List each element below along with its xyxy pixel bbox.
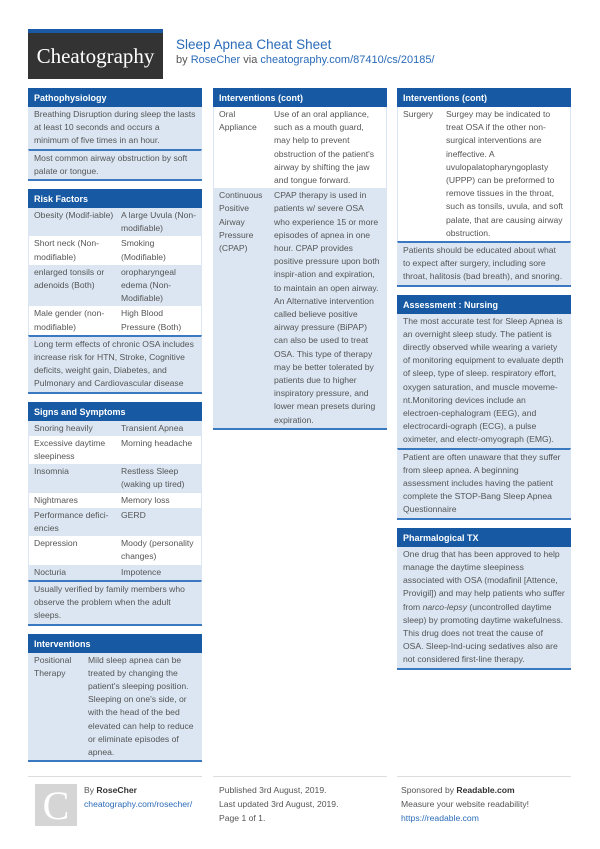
emphasis-text: narco-lepsy (422, 601, 467, 612)
section-header: Signs and Symptoms (28, 402, 202, 421)
section-risk-factors (28, 189, 202, 394)
sheet-url-link[interactable]: cheatography.com/87410/cs/20185/ (260, 54, 435, 66)
sponsor-link[interactable]: https://readable.com (401, 813, 479, 823)
table-row (28, 236, 202, 264)
row-value: oropharyngeal edema (Non-Modifiable) (121, 266, 176, 304)
footer (0, 776, 600, 836)
section-pharmalogical-tx (397, 528, 571, 670)
row-label: Obesity (Modif-iable) (34, 210, 114, 221)
row-label: enlarged tonsils or adenoids (Both) (34, 266, 105, 291)
table-row (28, 536, 202, 564)
row-value: CPAP therapy is used in patients w/ severe OSA who experience 15 or more episodes of apnea in one hour. CPAP provides positive pressure upon both inspir-ation and expiration, to maintain an open airway. An Alternative intervention called believe positive airway pressure (BiPAP) can also be used to treat OSA. This type of therapy may be better tolerated by patients due to higher inspiratory pressure, and lower mean presets during expiration. (274, 190, 380, 425)
table-row (28, 421, 202, 436)
published-date: Published 3rd August, 2019. (219, 785, 327, 795)
row-label: Depression (34, 538, 78, 549)
table-row (28, 493, 202, 508)
cheatography-logo[interactable]: Cheatography (28, 29, 163, 79)
section-assessment-nursing (397, 295, 571, 520)
column-1 (28, 88, 202, 770)
section-pathophysiology (28, 88, 202, 181)
sponsored-label: Sponsored by (401, 785, 455, 795)
row-label: Snoring heavily (34, 422, 93, 433)
row-value: Impotence (121, 566, 162, 577)
section-header: Pharmalogical TX (397, 528, 571, 547)
row-value: Smoking (Modifiable) (121, 238, 166, 262)
column-2 (213, 88, 387, 438)
section-interventions-cont (213, 88, 387, 430)
row-label: Surgery (403, 109, 434, 119)
byline (176, 54, 435, 66)
table-row (213, 188, 387, 428)
table-row (397, 107, 571, 241)
section-interventions (28, 634, 202, 763)
section-header: Risk Factors (28, 189, 202, 208)
author-profile-link[interactable]: cheatography.com/rosecher/ (84, 799, 193, 809)
table-row (28, 208, 202, 236)
row-value: GERD (121, 509, 146, 520)
text-block: Patient are often unaware that they suffer from sleep apnea. A beginning assessment includes having the patient complete the STOP-Bang Sleep Apnea Questionnaire (397, 448, 571, 518)
column-3 (397, 88, 571, 678)
text-block: Breathing Disruption during sleep the lasts at least 10 seconds and occurs a minimum of five times in an hour. (28, 107, 202, 149)
author-avatar[interactable]: C (35, 784, 77, 826)
row-label: Male gender (non-modifiable) (34, 308, 105, 332)
row-label: Positional Therapy (34, 654, 72, 678)
row-label: Performance defici-encies (34, 509, 109, 534)
footer-author (28, 776, 202, 811)
text-block: Most common airway obstruction by soft palate or tongue. (28, 149, 202, 179)
author-link[interactable]: RoseCher (190, 54, 241, 66)
text-block: The most accurate test for Sleep Apnea is an overnight sleep study. The patient is directly observed while wearing a variety of monitoring equipment to evaluate depth of sleep, type of sleep. respiratory effort, oxygen saturation, and muscle moveme-nt.Monitoring devices include an electroen-cephalogram (EEG), and electrocardi-ograph (ECG), a pulse oximeter, and electr-omyograph (EMG). (397, 314, 571, 448)
table-row (28, 436, 202, 464)
row-value: Use of an oral appliance, such as a mouth guard, may help to prevent obstruction of the patient's airway by shifting the jaw and tongue forward. (274, 109, 375, 186)
table-row (28, 508, 202, 536)
row-label: Nocturia (34, 566, 66, 577)
row-value: High Blood Pressure (Both) (121, 308, 182, 332)
via-label: via (243, 54, 258, 66)
sponsor-tagline: Measure your website readability! (401, 799, 530, 809)
text-block: Long term effects of chronic OSA includes increase risk for HTN, Stroke, Cognitive deficits, weight gain, Diabetes, and Pulmonary and Cardiovascular disease (28, 335, 202, 392)
footer-dates (213, 776, 387, 825)
row-label: Short neck (Non-modifiable) (34, 238, 99, 262)
row-value: Transient Apnea (121, 422, 184, 433)
row-label: Nightmares (34, 494, 78, 505)
section-header: Assessment : Nursing (397, 295, 571, 314)
row-value: Mild sleep apnea can be treated by changing the patient's sleeping position. Sleeping on one's side, or with the head of the bed elevated can help to reduce or eliminate episodes of apnea. (88, 654, 194, 757)
footer-author-name: RoseCher (96, 785, 138, 795)
table-row (28, 565, 202, 580)
section-signs-and-symptoms (28, 402, 202, 626)
row-label: Excessive daytime sleepiness (34, 437, 106, 462)
footer-by: By (84, 785, 95, 795)
table-row (28, 464, 202, 492)
table-row (28, 306, 202, 334)
sponsor-name: Readable.com (456, 785, 515, 795)
text-block: Patients should be educated about what to expect after surgery, including sore throat, halitosis (bad breath), and snoring. (397, 241, 571, 285)
footer-sponsor (397, 776, 571, 825)
table-row (28, 265, 202, 307)
row-label: Insomnia (34, 466, 69, 477)
section-header: Interventions (cont) (213, 88, 387, 107)
page-title[interactable]: Sleep Apnea Cheat Sheet (176, 37, 332, 52)
text-block: One drug that has been approved to help manage the daytime sleepiness associated with OSA (modafinil [Attence, Provigil]) and may help patients who suffer from narco-lepsy (uncontrolled daytime sleep) by promoting daytime wakefulness. This drug does not treat the cause of OSA. Sleep-Ind-ucing sedatives also are not considered first-line therapy. (397, 547, 571, 668)
page-count: Page 1 of 1. (219, 813, 266, 823)
row-value: Surgey may be indicated to treat OSA if the other non-surgical interventions are ineffective. A uvulopalatopharyngoplasty (UPPP) can be preformed to remove tissues in the throat, such as tonsils, uvula, and soft palate, that are causing airway obstruction. (446, 109, 564, 238)
section-header: Interventions (cont) (397, 88, 571, 107)
text-block: Usually verified by family members who observe the problem when the adult sleeps. (28, 580, 202, 624)
row-label: Oral Appliance (219, 109, 257, 133)
row-value: Moody (personality changes) (121, 538, 194, 562)
row-value: A large Uvula (Non-modifiable) (121, 210, 196, 234)
updated-date: Last updated 3rd August, 2019. (219, 799, 339, 809)
row-label: Continuous Positive Airway Pressure (CPAP) (219, 190, 263, 254)
table-row (28, 653, 202, 761)
row-value: Morning headache (121, 437, 193, 448)
section-header: Pathophysiology (28, 88, 202, 107)
row-value: Memory loss (121, 494, 170, 505)
section-header: Interventions (28, 634, 202, 653)
section-interventions-cont (397, 88, 571, 287)
table-row (213, 107, 387, 188)
row-value: Restless Sleep (waking up tired) (121, 466, 185, 490)
by-label: by (176, 54, 188, 66)
